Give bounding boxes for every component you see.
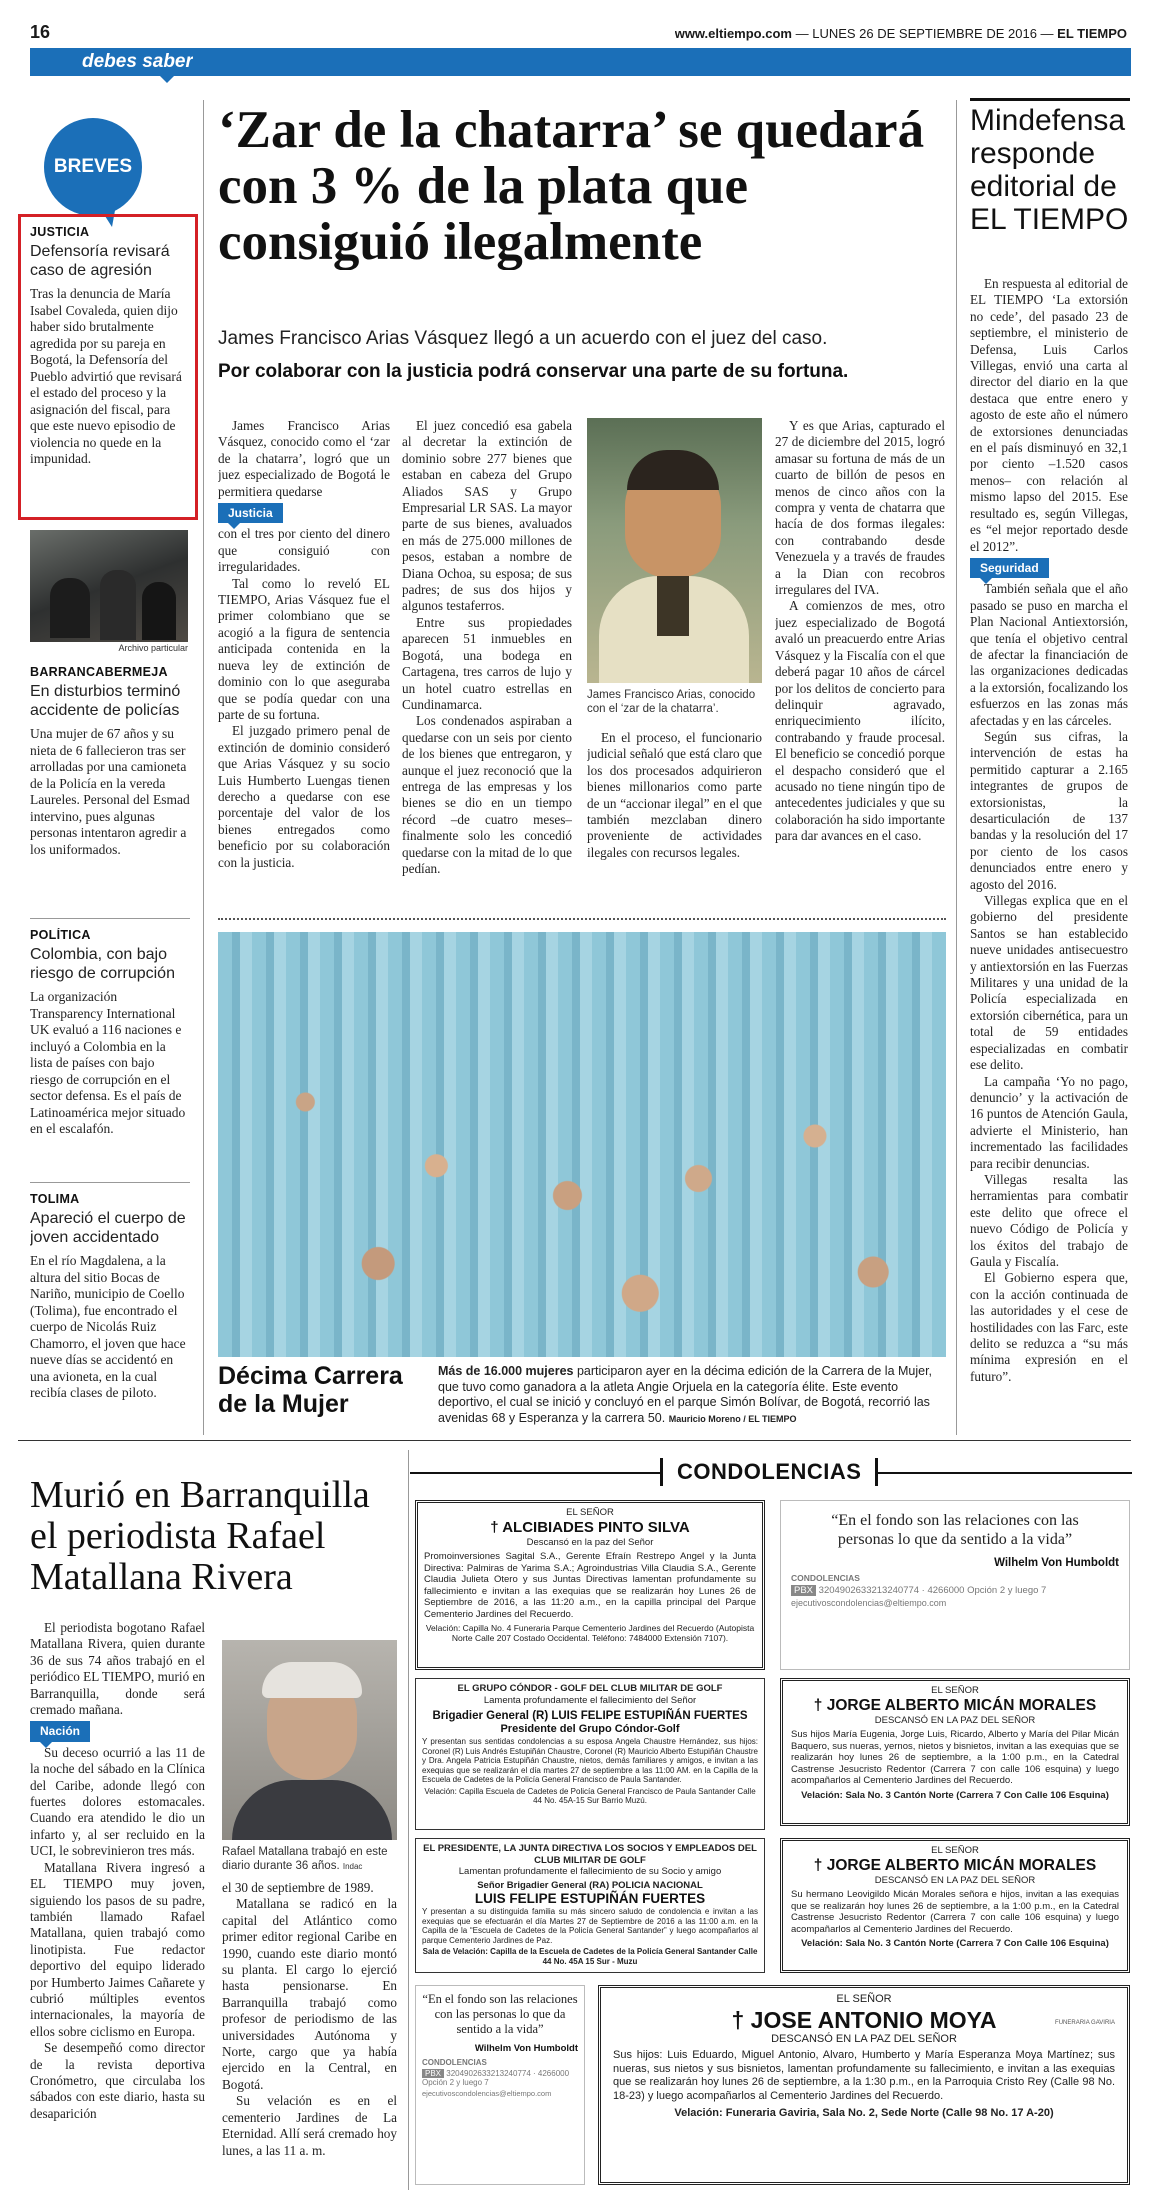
condolence-sub: Lamenta profundamente el fallecimiento del Señor <box>483 1694 697 1706</box>
zar-photo-caption: James Francisco Arias, conocido con el ‘zar de la chatarra’. <box>587 689 756 715</box>
main-deck: James Francisco Arias Vásquez llegó a un acuerdo con el juez del caso. <box>218 328 828 349</box>
column-rule <box>203 100 204 1435</box>
paragraph: El Gobierno espera que, con la acción continuada de las autoridades y el cese de hostilidades con las Farc, este delito se reduzca a “su más mínima expresión en el futuro”. <box>970 1270 1128 1384</box>
condolencias-ad-bottom <box>415 1985 585 2185</box>
section-title: debes saber <box>82 51 193 72</box>
ad-author: Wilhelm Von Humboldt <box>474 2043 578 2054</box>
paragraph: A comienzos de mes, otro juez especializado de Bogotá avaló un preacuerdo entre Arias Vásquez y la Fiscalía con el que deberá pagar 10 años de cárcel por los delitos de concierto para delinquir agravado, enriquecimiento ilícito, contrabando y fraude procesal. El beneficio se concedió porque el despacho consideró que el acusado no tiene ningún tipo de antecedentes judiciales y que su colaboración ha sido importante para dar avances en el caso. <box>775 598 945 844</box>
dotted-divider <box>218 918 946 920</box>
brief-tolima <box>30 1192 190 1442</box>
condolence-body: Su hermano Leovigildo Micán Morales señora e hijos, invitan a las exequias que se realizarán hoy lunes 26 de septiembre, a la 1:00 p.m., en la Catedral Castrense Jesucristo Redentor (Carrera 7 con calle 106 esquina) y luego acompañarlos al Cementerio Jardines del Recuerdo. <box>791 1889 1119 1935</box>
brief-body: Tras la denuncia de María Isabel Covaleda, quien dijo haber sido brutalmente agredida por su pareja en Bogotá, la Defensoría del Pueblo advirtió que revisará el estado del proceso y la asignación del fiscal, para que este nuevo episodio de violencia no quede en la impunidad. <box>30 286 182 466</box>
condolence-velacion: Velación: Capilla No. 4 Funeraria Parque Cementerio Jardines del Recuerdo (Autopista Norte Calle 207 Costado Occidental. Teléfono: 7484000 Extensión 7107). <box>425 1623 755 1643</box>
breves-label: BREVES <box>53 156 133 177</box>
mindefensa-body <box>970 276 1128 1441</box>
paragraph: Según sus cifras, la intervención de estas ha permitido capturar a 2.165 integrantes de grupos de extorsionistas, la desarticulación de 137 bandas y la resolución del 17 por ciento de los casos denunciados entre enero y agosto del 2016. <box>970 728 1128 892</box>
brief-body: La organización Transparency International UK evaluó a 116 naciones e incluyó a Colombia en la lista de países con bajo riesgo de corrupción en el sector defensa. Es el país de Latinoamérica mejor situado en el escalafón. <box>30 989 186 1136</box>
condolence-sub: Descansó en la paz del Señor <box>526 1536 654 1548</box>
condolence-name: Brigadier General (R) LUIS FELIPE ESTUPIÑÁN FUERTES <box>432 1710 748 1722</box>
ad-author: Wilhelm Von Humboldt <box>994 1557 1119 1569</box>
section-bar-notch <box>160 76 174 83</box>
condolence-body: Sus hijos María Eugenia, Jorge Luis, Ricardo, Alberto y María del Pilar Micán Baquero, sus nueras, yernos, nietos y bisnietos, invitan a las exequias que se realizarán hoy lunes 26 de septiembre, a la 1:00 p.m., en la Catedral Castrense Jesucristo Redentor (Carrera 7 con calle 106 esquina) y luego acompañarlos al Cementerio Jardines del Recuerdo. <box>791 1729 1119 1786</box>
ad-pbx: PBX <box>791 1585 816 1596</box>
condolence-pre: EL SEÑOR <box>836 1993 892 2005</box>
ad-quote: “En el fondo son las relaciones con las personas lo que da sentido a la vida” <box>422 1992 578 2036</box>
section-tag: Nación <box>30 1721 90 1741</box>
condolence-body: Y presentan sus sentidas condolencias a su esposa Angela Chaustre Hernández, sus hijos: Coronel (R) Luis Andrés Estupiñán Chaustre, Coronel (R) Mauricio Alberto Estupiñán Chaustre y Dra. Angela Patricia Estupiñán Chaustre, nietos, demás familiares y amigos, e invitan a las exequias que se realizarán el día martes 27 de septiembre a las 11:00 AM. en la Capilla de la Escuela de Cadetes de la Policía General Francisco de Paula Santander. <box>422 1737 758 1784</box>
brief-kicker: TOLIMA <box>30 1192 80 1206</box>
brief-headline: Colombia, con bajo riesgo de corrupción <box>30 946 175 982</box>
paragraph: Su velación es en el cementerio Jardines de La Eternidad. Allí será cremado hoy lunes, a las 11 a. m. <box>222 2093 397 2158</box>
condolence-pre: EL SEÑOR <box>931 1685 979 1696</box>
header-date: LUNES 26 DE SEPTIEMBRE DE 2016 <box>812 26 1037 41</box>
caption-credit: Indac <box>342 1862 363 1871</box>
ad-pbx: PBX <box>422 2069 444 2078</box>
carrera-photo <box>218 932 946 1357</box>
paragraph: Entre sus propiedades aparecen 51 inmuebles en Bogotá, una bodega en Cartagena, tres carros de lujo y un hotel cuatro estrellas en Cundinamarca. <box>402 614 572 712</box>
condolence-velacion: Velación: Capilla Escuela de Cadetes de Policía General Francisco de Paula Santander Calle 44 No. 45A-15 Sur Barrio Muzú. <box>424 1786 756 1805</box>
paragraph: La campaña ‘Yo no pago, denuncio’ y la activación de 16 puntos de Atención Gaula, advierte el Ministerio, han incrementado las facilidades para recibir denuncias. <box>970 1073 1128 1171</box>
paragraph: el 30 de septiembre de 1989. <box>222 1880 374 1895</box>
ad-phones: 3204902633213240774 · 4266000 Opción 2 y luego 7 <box>818 1585 1047 1596</box>
condolence-name: † ALCIBIADES PINTO SILVA <box>490 1518 690 1536</box>
condolencias-ad-top <box>780 1500 1130 1670</box>
paragraph: En el proceso, el funcionario judicial señaló que está claro que los dos procesados adquirieron bienes millonarios como parte de un “accionar ilegal” en el que también mezclaban dinero proveniente de actividades ilegales con recursos legales. <box>587 730 762 860</box>
ad-email[interactable]: ejecutivoscondolencias@eltiempo.com <box>791 1598 947 1608</box>
obit-photo <box>222 1640 397 1840</box>
obit-headline: Murió en Barranquilla el periodista Rafael Matallana Rivera <box>30 1475 370 1598</box>
obit-photo-caption: Rafael Matallana trabajó en este diario durante 36 años. Indac <box>222 1846 388 1872</box>
condolence-body: Sus hijos: Luis Eduardo, Miguel Antonio, Alvaro, Humberto y María Esperanza Moya Martínez; sus nueras, sus nietos y sus bisnietos, lamentan profundamente su fallecimiento, e invitan a las exequias que se realizarán hoy lunes 26 de septiembre, a la 1:30 p.m., en la Parroquia Cristo Rey (Calle 98 No. 18-23) y luego acompañarlos al Cementerio Jardines del Recuerdo. <box>613 2049 1115 2102</box>
condolence-moya <box>598 1985 1130 2185</box>
paragraph: Matallana se radicó en la capital del Atlántico como primer editor regional Caribe en 1990, cuando este diario montó su planta. El cargo lo ejerció hasta pensionarse. En Barranquilla trabajó como profesor de periodismo de las universidades Autónoma y Norte, cargo que ya había ejercido en la Central, en Bogotá. <box>222 1896 397 2092</box>
carrera-lead: Más de 16.000 mujeres <box>438 1364 574 1378</box>
carrera-caption <box>438 1364 946 1427</box>
condolence-role: Presidente del Grupo Cóndor-Golf <box>500 1723 680 1735</box>
main-subdeck: Por colaborar con la justicia podrá conservar una parte de su fortuna. <box>218 361 849 382</box>
brief-kicker: POLÍTICA <box>30 928 91 942</box>
brief-politica <box>30 928 190 1168</box>
paragraph: El periodista bogotano Rafael Matallana Rivera, quien durante 36 de sus 74 años trabajó en el periódico EL TIEMPO, murió en Barranquilla, donde será cremado mañana. <box>30 1620 205 1718</box>
paragraph: Tal como lo reveló EL TIEMPO, Arias Vásquez fue el primer colombiano que se acogió a la figura de sentencia anticipada contenida en la nueva ley de extinción de dominio con lo que aseguraba que se podía quedar con una parte de su fortuna. <box>218 575 390 722</box>
condolence-head: EL GRUPO CÓNDOR - GOLF DEL CLUB MILITAR DE GOLF <box>457 1683 723 1694</box>
condolence-sub: DESCANSÓ EN LA PAZ DEL SEÑOR <box>874 1714 1036 1726</box>
paragraph: Villegas explica que en el gobierno del presidente Santos se han establecido nueve unidades antisecuestro y antiextorsión en las Fuerzas Militares y una unidad de la Policía especializada en extorsión cibernética, para un total de 59 entidades especializadas en combatir ese delito. <box>970 893 1128 1073</box>
main-col-2 <box>402 418 572 888</box>
main-headline: ‘Zar de la chatarra’ se quedará con 3 % de la plata que consiguió ilegalmente <box>218 102 925 270</box>
condolence-sub: Lamentan profundamente el fallecimiento de su Socio y amigo <box>458 1866 722 1877</box>
condolence-name: LUIS FELIPE ESTUPIÑÁN FUERTES <box>474 1891 706 1906</box>
condolence-name: † JORGE ALBERTO MICÁN MORALES <box>813 1696 1097 1714</box>
ad-label: CONDOLENCIAS <box>791 1573 860 1583</box>
masthead-line: www.eltiempo.com — LUNES 26 DE SEPTIEMBRE DE 2016 — EL TIEMPO <box>674 26 1127 41</box>
brief-divider <box>30 918 190 919</box>
condolence-sub: DESCANSÓ EN LA PAZ DEL SEÑOR <box>771 2032 957 2045</box>
brief-body: En el río Magdalena, a la altura del sitio Bocas de Nariño, municipio de Coello (Tolima), fue encontrado el cuerpo de Nicolás Ruiz Chamorro, el joven que hace nueve días se accidentó en una avioneta, en la cual recibía clases de piloto. <box>30 1253 186 1400</box>
ad-label: CONDOLENCIAS <box>422 2058 487 2067</box>
paragraph: En respuesta al editorial de EL TIEMPO ‘La extorsión no cede’, del pasado 23 de septiembre, el ministerio de Defensa, Luis Carlos Villegas, envió una carta al director del diario en la que destaca que entre enero y agosto de este año el número de extorsiones denunciadas en el país disminuyó en 32,1 por ciento –1.520 casos menos– con relación al mismo lapso del 2015. Ese resultado es, según Villegas, es “el mejor reportado desde el 2012”. <box>970 276 1128 554</box>
site-url[interactable]: www.eltiempo.com <box>674 26 792 41</box>
paragraph: Los condenados aspiraban a quedarse con un seis por ciento de los bienes que entregaron, y aunque el juez reconoció que la entrega de las empresas y los bienes se dio en un tiempo récord –de cuatro meses– finalmente solo les concedió quedarse con la mitad de lo que pedían. <box>402 713 572 876</box>
mindefensa-top-rule <box>970 98 1130 101</box>
section-tag: Seguridad <box>970 558 1049 578</box>
condolence-velacion: Sala de Velación: Capilla de la Escuela de Cadetes de la Policía General Santander Calle 44 No. 45A 15 Sur - Muzu <box>422 1947 758 1966</box>
brief-divider <box>30 1182 190 1183</box>
mindefensa-headline: Mindefensa responde editorial de EL TIEMPO <box>970 104 1129 236</box>
brief-headline: Defensoría revisará caso de agresión <box>30 243 170 279</box>
section-tag: Justicia <box>218 503 283 523</box>
paragraph: James Francisco Arias Vásquez, conocido como el ‘zar de la chatarra’, logró que un juez especializado de Bogotá le permitiera quedarse <box>218 418 390 499</box>
brief-barrancabermeja <box>30 665 190 905</box>
main-col-1 <box>218 418 390 888</box>
condolence-velacion: Velación: Sala No. 3 Cantón Norte (Carrera 7 Con Calle 106 Esquina) <box>801 1938 1109 1949</box>
paragraph: Su deceso ocurrió a las 11 de la noche del sábado en la Clínica del Caribe, adonde llegó con fuertes dolores estomacales. Cuando era atendido le dio un infarto y, al ser recluido en la UCI, le sobrevinieron tres más. <box>30 1744 205 1859</box>
ad-quote: “En el fondo son las relaciones con las personas lo que da sentido a la vida” <box>831 1512 1079 1548</box>
condolence-velacion: Velación: Sala No. 3 Cantón Norte (Carrera 7 Con Calle 106 Esquina) <box>801 1789 1109 1801</box>
brief-kicker: JUSTICIA <box>30 225 90 239</box>
condolence-head: EL PRESIDENTE, LA JUNTA DIRECTIVA LOS SOCIOS Y EMPLEADOS DEL CLUB MILITAR DE GOLF <box>423 1843 757 1866</box>
ad-phones: 3204902633213240774 · 4266000 Opción 2 y luego 7 <box>422 2069 570 2087</box>
paragraph: Se desempeñó como director de la revista deportiva Cronómetro, que circulaba los sábados con este diario, hasta su desaparición <box>30 2040 205 2121</box>
paragraph: El juzgado primero penal de extinción de dominio consideró que Arias Vásquez y su socio Luis Humberto Luengas tienen derecho a quedarse con ese porcentaje del valor de los bienes entregados como beneficio por su colaboración con la justicia. <box>218 723 390 870</box>
section-divider <box>18 1440 1131 1441</box>
paragraph: Villegas resalta las herramientas para combatir este delito que ofrece el nuevo Código de Policía y los éxitos del trabajo de Gaula y Fiscalía. <box>970 1171 1128 1269</box>
condolence-club-militar <box>415 1838 765 1973</box>
condolence-pinto-silva <box>415 1500 765 1670</box>
condolence-sub: DESCANSÓ EN LA PAZ DEL SEÑOR <box>874 1874 1036 1886</box>
condolence-pre: EL SEÑOR <box>931 1845 979 1856</box>
brief-photo <box>30 530 188 642</box>
ad-email[interactable]: ejecutivoscondolencias@eltiempo.com <box>422 2089 552 2098</box>
carrera-body: participaron ayer en la décima edición de la Carrera de la Mujer, que tuvo como ganadora a la atleta Angie Orjuela en la categoría élite. Este evento deportivo, el cual se inició y concluyó en el parque Simón Bolívar, de Bogotá, recorrió las avenidas 68 y Esperanza y la carrera 50. <box>438 1364 933 1425</box>
carrera-credit: Mauricio Moreno / EL TIEMPO <box>668 1413 797 1424</box>
main-col-3 <box>587 730 762 890</box>
column-rule <box>956 100 957 1435</box>
paragraph: Y es que Arias, capturado el 27 de diciembre del 2015, logró amasar su fortuna de más de un cuarto de billón de pesos en menos de cinco años con la compra y venta de chatarra que hacía de dos formas ilegales: con contrabando desde Venezuela y a través de fraudes a la Dian con recobros irregulares del IVA. <box>775 418 945 598</box>
paragraph: También señala que el año pasado se puso en marcha el Plan Nacional Antiextorsión, que tenía el objetivo central de afectar la financiación de las organizaciones dedicadas a la extorsión, focalizando los esfuerzos en las zonas más afectadas y en las cárceles. <box>970 581 1128 728</box>
condolencias-title: CONDOLENCIAS <box>660 1458 878 1486</box>
condolence-mican-1 <box>780 1678 1130 1826</box>
paper-name: EL TIEMPO <box>1057 26 1127 41</box>
obit-col-2 <box>222 1880 397 2190</box>
condolence-body: Promoinversiones Sagital S.A., Gerente Efraín Restrepo Angel y la Junta Directiva: Palmiras de Yarima S.A.; Agroindustrias Villa Claudia S.A., Gerente Claudia Julieta Otero y sus Juntas Directivas lamentan profundamente su fallecimiento e invitan a las exequias que se realizarán hoy Lunes 26 de Septiembre de 2016, a las 11:20 a.m., en la capilla principal del Parque Cementerio Jardines del Recuerdo. <box>424 1551 756 1620</box>
section-bar <box>30 48 1131 76</box>
column-rule <box>408 1450 409 2190</box>
brief-headline: Apareció el cuerpo de joven accidentado <box>30 1210 186 1246</box>
brief-headline: En disturbios terminó accidente de policías <box>30 683 181 719</box>
condolence-pre: EL SEÑOR <box>566 1507 614 1518</box>
main-col-4 <box>775 418 945 888</box>
paragraph: con el tres por ciento del dinero que consiguió con irregularidades. <box>218 526 390 575</box>
condolence-mican-2 <box>780 1838 1130 1973</box>
brief-body: Una mujer de 67 años y su nieta de 6 fallecieron tras ser arrolladas por una camioneta de la Policía en la vereda Laureles. Personal del Esmad intervino, pues algunas personas intentaron agredir a los uniformados. <box>30 726 190 857</box>
condolence-name: † JOSE ANTONIO MOYA <box>731 2006 997 2033</box>
brief-justicia <box>18 214 198 520</box>
funeraria-logo: FUNERARIA GAVIRIA <box>1055 2020 1115 2026</box>
condolence-body: Y presentan a su distinguida familia su más sincero saludo de condolencia e invitan a las exequias que se efectuarán el día Martes 27 de Septiembre de 2016 a las 11:00 a.m. en la Capilla de la “Escuela de Cadetes de la Policía General Santander” y luego acompañarlos al parque Cementerio Jardines de Paz. <box>422 1907 758 1945</box>
page-number: 16 <box>30 22 51 42</box>
paragraph: Matallana Rivera ingresó a EL TIEMPO muy joven, siguiendo los pasos de su padre, también llamado Rafael Matallana, quien trabajó como linotipista. Fue redactor deportivo del equipo liderado por Humberto Jaimes Cañarete y cubrió múltiples eventos internacionales, la mayoría de ellos sobre ciclismo en Europa. <box>30 1859 205 2039</box>
condolence-rank: Señor Brigadier General (RA) POLICIA NACIONAL <box>477 1879 703 1891</box>
carrera-title: Décima Carrera de la Mujer <box>218 1362 403 1418</box>
breves-badge <box>44 118 142 216</box>
photo-credit: Archivo particular <box>118 643 188 653</box>
brief-kicker: BARRANCABERMEJA <box>30 665 168 679</box>
condolence-velacion: Velación: Funeraria Gaviria, Sala No. 2, Sede Norte (Calle 98 No. 17 A-20) <box>674 2107 1054 2119</box>
paragraph: El juez concedió esa gabela al decretar la extinción de dominio sobre 277 bienes que estaban en cabeza del Grupo Aliados SAS y Grupo Empresarial LR SAS. La mayor parte de sus bienes, avaluados en más de 275.000 millones de pesos, estaban a nombre de Diana Ochoa, su esposa; de sus padres; de sus dos hijos y algunos testaferros. <box>402 418 572 614</box>
condolence-name: † JORGE ALBERTO MICÁN MORALES <box>813 1856 1097 1874</box>
obit-col-1 <box>30 1620 205 2190</box>
zar-photo <box>587 418 762 683</box>
condolence-grupo-condor <box>415 1678 765 1830</box>
